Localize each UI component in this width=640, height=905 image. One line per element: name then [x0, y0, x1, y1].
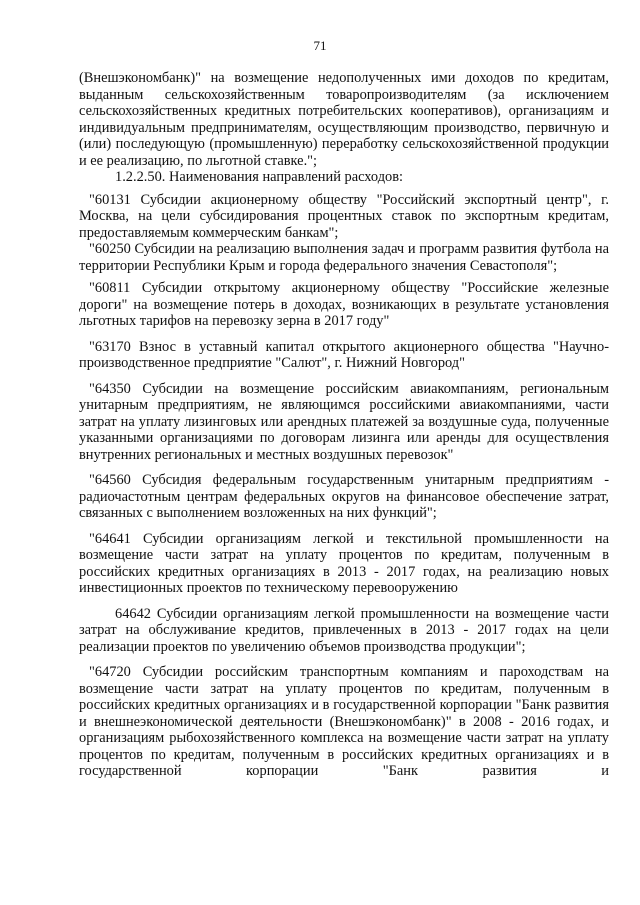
paragraph-continuation: (Внешэкономбанк)" на возмещение недополученных ими доходов по кредитам, выданным сельскохозяйственным товаропроизводителям (за исключением сельскохозяйственных кредитных потребительских кооперативов), организациям и индивидуальным предпринимателям, осуществляющим производство, первичную и (или) последующую (промышленную) переработку сельскохозяйственной продукции и ее реализацию, по льготной ставке."; — [79, 70, 609, 169]
paragraph-section-heading: 1.2.2.50. Наименования направлений расходов: — [115, 169, 404, 185]
paragraph-64720: "64720 Субсидии российским транспортным компаниям и пароходствам на возмещение части затрат на уплату процентов по кредитам, полученным в российских кредитных организациях и в государственной корпорации "Банк развития и внешнеэкономической деятельности (Внешэкономбанк)" в 2008 - 2016 годах, и организациям рыбохозяйственного комплекса на возмещение части затрат на уплату процентов по кредитам, полученным в российских кредитных организациях и в государственной корпорации "Банк развития и — [79, 664, 609, 779]
paragraph-60811: "60811 Субсидии открытому акционерному обществу "Российские железные дороги" на возмещение потерь в доходах, возникающих в результате установления льготных тарифов на перевозку зерна в 2017 году" — [79, 280, 609, 329]
paragraph-64642: 64642 Субсидии организациям легкой промышленности на возмещение части затрат на обслуживание кредитов, привлеченных в 2013 - 2017 годах на цели реализации проектов по увеличению объемов производства продукции"; — [79, 605, 609, 655]
paragraph-60131: "60131 Субсидии акционерному обществу "Российский экспортный центр", г. Москва, на цели субсидирования процентных ставок по экспортным кредитам, предоставляемым коммерческим банкам"; — [79, 191, 609, 241]
paragraph-64641: "64641 Субсидии организациям легкой и текстильной промышленности на возмещение части затрат на уплату процентов по кредитам, полученным в российских кредитных организациях в 2013 - 2017 годах, на реализацию новых инвестиционных проектов по техническому перевооружению — [79, 530, 609, 596]
paragraph-64560: "64560 Субсидия федеральным государственным унитарным предприятиям - радиочастотным центрам федеральных округов на финансовое обеспечение затрат, связанных с выполнением возложенных на них функций"; — [79, 472, 609, 521]
document-body — [79, 70, 609, 780]
page-number: 71 — [313, 38, 327, 53]
paragraph-60250: "60250 Субсидии на реализацию выполнения задач и программ развития футбола на территории Республики Крым и города федерального значения Севастополя"; — [79, 241, 609, 274]
paragraph-63170: "63170 Взнос в уставный капитал открытого акционерного общества "Научно-производственное предприятие "Салют", г. Нижний Новгород" — [79, 338, 609, 371]
paragraph-64350: "64350 Субсидии на возмещение российским авиакомпаниям, региональным унитарным предприятиям, не являющимся российскими авиакомпаниями, части затрат на уплату лизинговых или арендных платежей за воздушные суда, полученные указанными организациями по договорам лизинга или аренды для осуществления внутренних региональных и местных воздушных перевозок" — [79, 380, 609, 463]
